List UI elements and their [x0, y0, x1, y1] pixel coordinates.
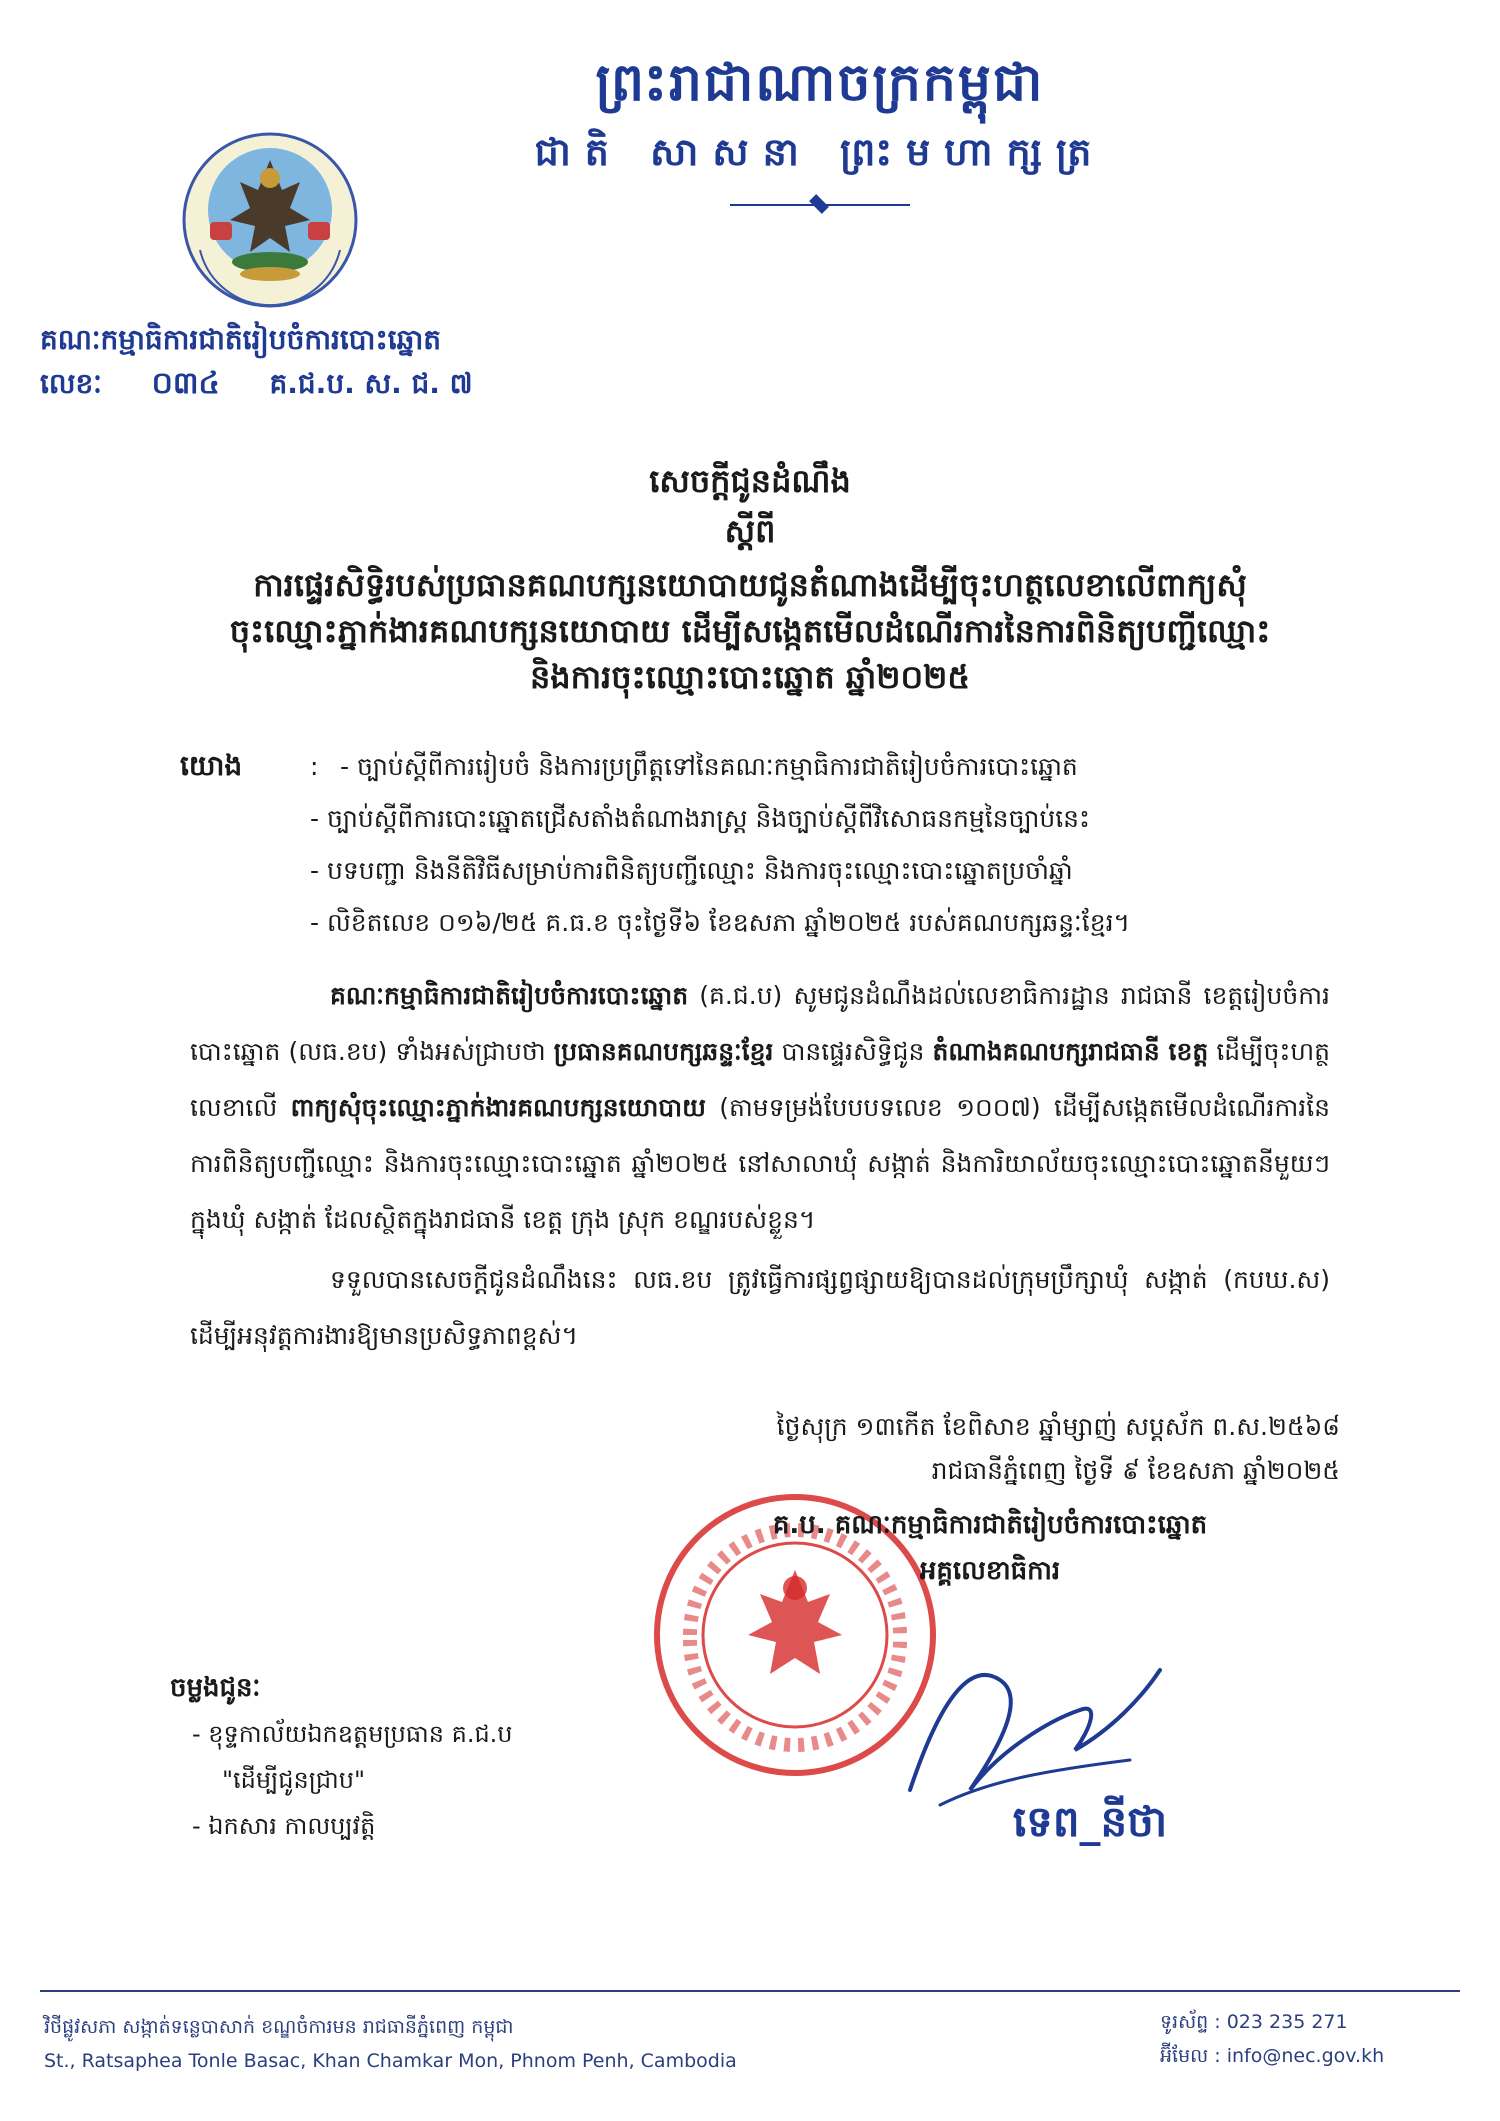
body-text: (គ.ជ.ប) សូមជូនដំណឹងដល់លេខាធិការដ្ឋាន រាជធានី ខេត្តរៀបចំការបោះឆ្នោត (លធ.ខប) ទាំងអស់ជ្រាបថា: [190, 981, 1330, 1066]
references-label: យោង: [180, 749, 243, 782]
notice-title: [170, 458, 1330, 700]
copy-recipient-note: "ដើម្បីជូនជ្រាប": [222, 1766, 366, 1794]
signature-block: [680, 1502, 1300, 1594]
body-application-form: ពាក្យសុំចុះឈ្មោះភ្នាក់ងារគណបក្សនយោបាយ: [290, 1093, 706, 1122]
footer-address: [44, 2010, 844, 2078]
copy-recipient: - ឯកសារ កាលប្បវត្តិ: [192, 1812, 376, 1840]
address-english: St., Ratsaphea Tonle Basac, Khan Chamkar Mon, Phnom Penh, Cambodia: [44, 2050, 737, 2072]
lunar-date: ថ្ងៃសុក្រ ១៣កើត ខែពិសាខ ឆ្នាំម្សាញ់ សប្តស័ក ព.ស.២៥៦៨: [776, 1412, 1340, 1441]
address-khmer: វិថីផ្លូវសភា សង្កាត់ទន្លេបាសាក់ ខណ្ឌចំការមន រាជធានីភ្នំពេញ កម្ពុជា: [44, 2016, 514, 2038]
issuer-name: គណៈកម្មាធិការជាតិរៀបចំការបោះឆ្នោត: [40, 323, 442, 356]
body-paragraph-2: ទទួលបានសេចក្តីជូនដំណឹងនេះ លធ.ខប ត្រូវធ្វើការផ្សព្វផ្សាយឱ្យបានដល់ក្រុមប្រឹក្សាឃុំ សង្កាត់ (កបឃ.ស) ដើម្បីអនុវត្តការងារឱ្យមានប្រសិទ្ធភាពខ្ពស់។: [190, 1265, 1330, 1350]
body-paragraph-1: [190, 968, 1330, 1248]
copy-recipient: - ខុទ្ទកាល័យឯកឧត្តមប្រធាន គ.ជ.ប: [192, 1720, 513, 1748]
kingdom-title: ព្រះរាជាណាចក្រកម្ពុជា: [595, 53, 1045, 113]
header-ornament: [730, 198, 910, 212]
kingdom-header: [520, 48, 1120, 212]
footer-rule: [40, 1990, 1460, 1992]
signer-name: ទេព_នីថា: [1012, 1797, 1168, 1846]
title-subject-line-2: ចុះឈ្មោះភ្នាក់ងារគណបក្សនយោបាយ ដើម្បីសង្កេតមើលដំណើរការនៃការពិនិត្យបញ្ជីឈ្មោះ: [229, 612, 1271, 650]
reference-item: - លិខិតលេខ ០១៦/២៥ គ.ធ.ខ ចុះថ្ងៃទី៦ ខែឧសភា ឆ្នាំ២០២៥ របស់គណបក្សឆន្ទៈខ្មែរ។: [310, 908, 1130, 937]
reference-item: - បទបញ្ជា និងនីតិវិធីសម្រាប់ការពិនិត្យបញ្ជីឈ្មោះ និងការចុះឈ្មោះបោះឆ្នោតប្រចាំឆ្នាំ: [310, 856, 1073, 885]
copies-to-heading: ចម្លងជូនៈ: [170, 1673, 261, 1703]
body-text: ដើម្បីចុះហត្ថលេខាលើ: [190, 1037, 1330, 1122]
body-party-president: ប្រធានគណបក្សឆន្ទៈខ្មែរ: [553, 1037, 774, 1066]
number-label: លេខៈ: [40, 367, 102, 400]
document-number-line: [40, 362, 600, 406]
title-about: ស្តីពី: [724, 512, 776, 550]
body-party-representative: តំណាងគណបក្សរាជធានី ខេត្ត: [932, 1037, 1209, 1066]
date-block: [600, 1405, 1340, 1493]
document-number: ០៣៤: [151, 366, 220, 401]
title-subject-line-3: និងការចុះឈ្មោះបោះឆ្នោត ឆ្នាំ២០២៥: [529, 658, 971, 696]
national-motto: ជាតិ សាសនា ព្រះមហាក្សត្រ: [534, 130, 1106, 174]
copies-to: [170, 1665, 670, 1849]
footer-contact: [1160, 2005, 1480, 2073]
signer-organization: គ.ប. គណៈកម្មាធិការជាតិរៀបចំការបោះឆ្នោត: [772, 1510, 1208, 1540]
solar-date: រាជធានីភ្នំពេញ ថ្ងៃទី ៩ ខែឧសភា ឆ្នាំ២០២៥: [931, 1456, 1340, 1485]
issuer-block: [40, 318, 600, 406]
handwritten-signature-icon: [880, 1640, 1180, 1820]
reference-item: - ច្បាប់ស្តីពីការបោះឆ្នោតជ្រើសតាំងតំណាងរាស្ត្រ និងច្បាប់ស្តីពីវិសោធនកម្មនៃច្បាប់នេះ: [310, 804, 1091, 833]
contact-email: អ៊ីមែល : info@nec.gov.kh: [1160, 2045, 1385, 2067]
title-notice: សេចក្តីជូនដំណឹង: [649, 462, 851, 500]
signer-title: អគ្គលេខាធិការ: [919, 1556, 1061, 1586]
body-text: (តាមទម្រង់បែបបទលេខ ១០០៧) ដើម្បីសង្កេតមើលដំណើរការនៃការពិនិត្យបញ្ជីឈ្មោះ និងការចុះឈ្មោះបោះឆ្នោត ឆ្នាំ២០២៥ នៅសាលាឃុំ សង្កាត់ និងការិយាល័យចុះឈ្មោះបោះឆ្នោតនីមួយៗ ក្នុងឃុំ សង្កាត់ ដែលស្ថិតក្នុងរាជធានី ខេត្ត ក្រុង ស្រុក ខណ្ឌរបស់ខ្លួន។: [190, 1093, 1330, 1234]
reference-item: - ច្បាប់ស្តីពីការរៀបចំ និងការប្រព្រឹត្តទៅនៃគណៈកម្មាធិការជាតិរៀបចំការបោះឆ្នោត: [340, 752, 1078, 781]
nec-emblem-icon: [180, 130, 360, 310]
references-list: [180, 740, 1340, 949]
document-code: គ.ជ.ប. ស. ជ. ៧: [269, 367, 473, 400]
contact-phone: ទូរស័ព្ទ : 023 235 271: [1160, 2011, 1348, 2033]
references-colon: :: [310, 752, 319, 781]
notice-body: [190, 968, 1330, 1364]
body-nec-name: គណៈកម្មាធិការជាតិរៀបចំការបោះឆ្នោត: [330, 981, 689, 1010]
body-text: បានផ្ទេរសិទ្ធិជូន: [773, 1037, 933, 1066]
title-subject-line-1: ការផ្ទេរសិទ្ធិរបស់ប្រធានគណបក្សនយោបាយជូនតំណាងដើម្បីចុះហត្ថលេខាលើពាក្យសុំ: [253, 566, 1247, 604]
